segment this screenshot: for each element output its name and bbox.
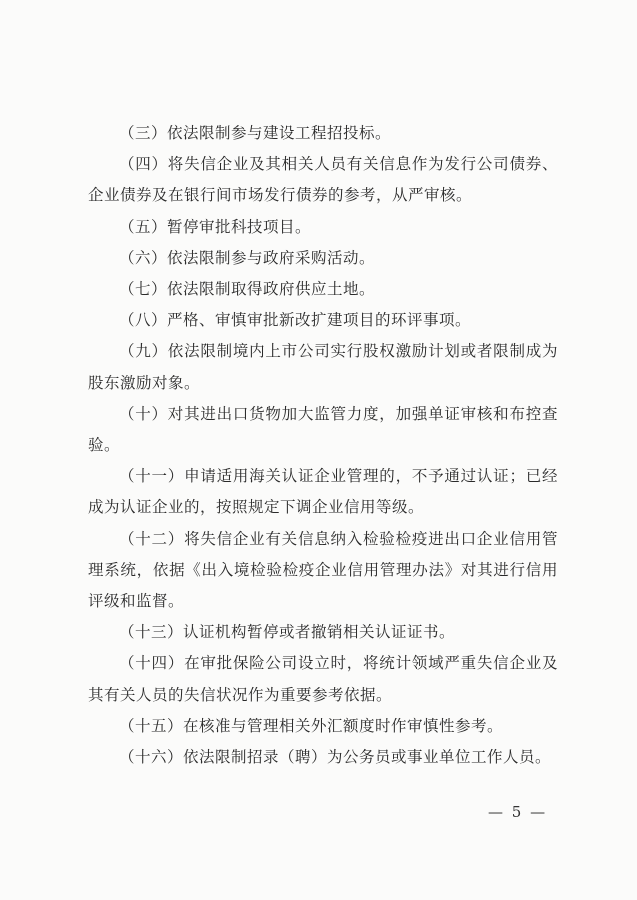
paragraph-4: （四）将失信企业及其相关人员有关信息作为发行公司债券、企业债券及在银行间市场发行债券的参考，从严审核。 [88, 155, 558, 205]
paragraph-9: （九）依法限制境内上市公司实行股权激励计划或者限制成为股东激励对象。 [88, 342, 558, 392]
page-number: — 5 — [488, 803, 548, 821]
paragraph-7: （七）依法限制取得政府供应土地。 [119, 280, 376, 299]
paragraph-13: （十三）认证机构暂停或者撤销相关认证证书。 [119, 623, 456, 642]
paragraph-16: （十六）依法限制招录（聘）为公务员或事业单位工作人员。 [119, 748, 552, 767]
paragraph-3: （三）依法限制参与建设工程招投标。 [119, 124, 392, 142]
document-body [88, 118, 558, 773]
paragraph-10: （十）对其进出口货物加大监管力度，加强单证审核和布控查验。 [88, 404, 558, 455]
paragraph-8: （八）严格、审慎审批新改扩建项目的环评事项。 [119, 311, 472, 330]
paragraph-12: （十二）将失信企业有关信息纳入检验检疫进出口企业信用管理系统，依据《出入境检验检疫企业信用管理办法》对其进行信用评级和监督。 [88, 529, 558, 611]
paragraph-14: （十四）在审批保险公司设立时，将统计领域严重失信企业及其有关人员的失信状况作为重要参考依据。 [88, 654, 558, 704]
paragraph-11: （十一）申请适用海关认证企业管理的，不予通过认证；已经成为认证企业的，按照规定下调企业信用等级。 [88, 467, 558, 517]
paragraph-6: （六）依法限制参与政府采购活动。 [119, 248, 376, 267]
paragraph-5: （五）暂停审批科技项目。 [119, 217, 312, 236]
paragraph-15: （十五）在核准与管理相关外汇额度时作审慎性参考。 [119, 716, 504, 735]
